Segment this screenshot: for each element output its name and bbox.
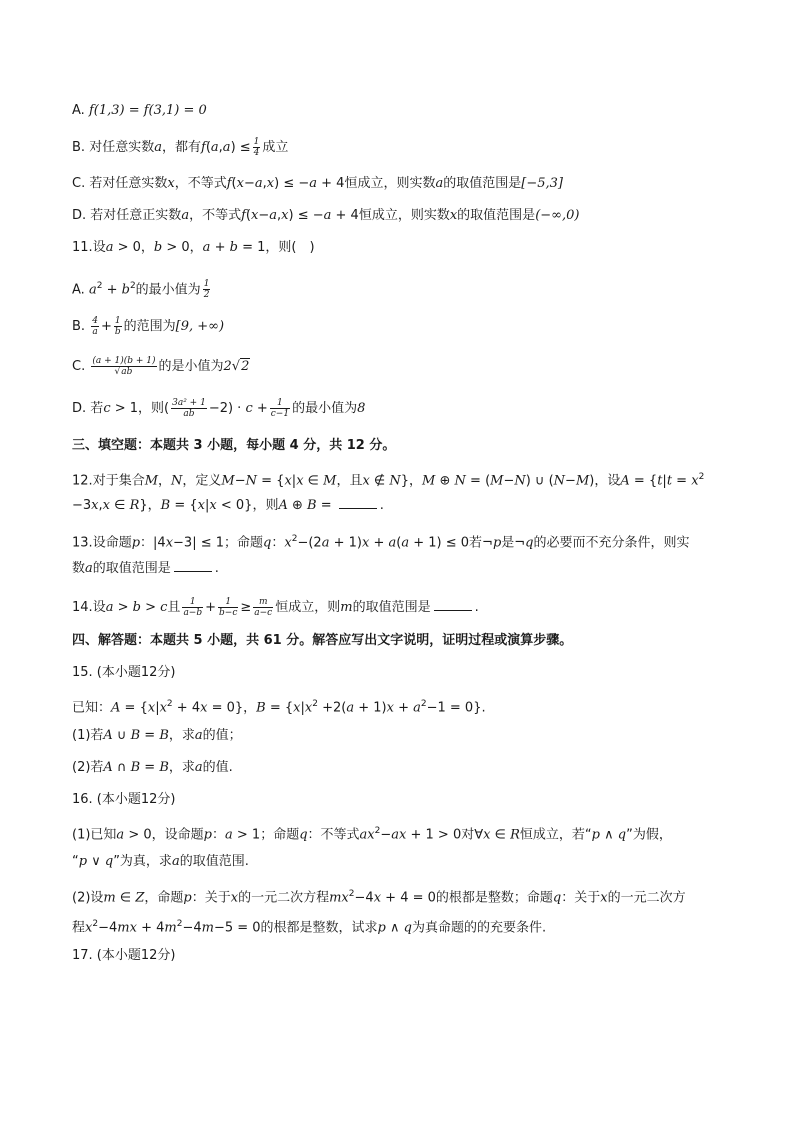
q13-line-1: 13.设命题p：|4x−3| ≤ 1；命题q：$x^2-(2a + 1)x + a(a + 1) \le 0$若¬p是¬q的必要而不充分条件，则实 [72, 534, 690, 551]
q10-option-c: C. 若对任意实数x，不等式f(x−a,x) ≤ −a + 4恒成立，则实数a的取值范围是[−5,3] [72, 176, 563, 191]
q15-given: 已知：$A = \{x|x^2 + 4x = 0\}$，$B = \{x|x^2 +2(a + 1)x + a^2-1 = 0\}$. [72, 699, 486, 716]
q11-option-b: B. $\frac{4}{a}$ + $\frac{1}{b}$ 的范围为[9, +∞) [72, 316, 225, 337]
q10-option-a: A. f(1,3) = f(3,1) = 0 [72, 103, 207, 118]
q17-header: 17. (本小题12分) [72, 948, 176, 963]
fraction-one-half: $\frac{1}{2}$ [203, 279, 210, 301]
q10-option-b: B. 对任意实数a，都有f(a,a) ≤ $\frac{1}{4}$ 成立 [72, 137, 289, 158]
q15-part-2: (2)若A ∩ B = B，求a的值. [72, 760, 233, 775]
q16-part-2-line-2: 程$x^2-4mx + 4m^2-4m-5 = 0$的根都是整数，试求p ∧ q为真命题的的充要条件. [72, 919, 547, 936]
q15-part-1: (1)若A ∪ B = B，求a的值； [72, 728, 242, 743]
section-4-heading: 四、解答题：本题共 5 小题，共 61 分。解答应写出文字说明，证明过程或演算步骤。 [72, 633, 573, 648]
q10-option-a-math: f(1,3) = f(3,1) = 0 [88, 103, 207, 118]
q10-option-d: D. 若对任意正实数a，不等式f(x−a,x) ≤ −a + 4恒成立，则实数x的取值范围是(−∞,0) [72, 208, 580, 223]
q16-part-1-line-1: (1)已知a > 0，设命题p：a > 1；命题q：不等式$ax^2-ax + 1 > 0$对∀x ∈ R恒成立，若“p ∧ q”为假， [72, 826, 672, 843]
q11-stem: 11.设a > 0，b > 0，a + b = 1，则( ) [72, 240, 315, 255]
q15-header: 15. (本小题12分) [72, 665, 176, 680]
q12-line-2: −3x,x ∈ R}，B = {x|x < 0}，则A ⊕ B = . [72, 498, 384, 513]
q11-option-c: C. $\frac{(a + 1)(b + 1)}{√ab}$ 的是小值为2√2 [72, 356, 250, 377]
q16-header: 16. (本小题12分) [72, 792, 176, 807]
q13-line-2: 数a的取值范围是 . [72, 561, 219, 576]
q11-option-d: D. 若c > 1，则( $\frac{\text{3a² + 1}}{ab}$ −2) · c + $\frac{1}{c-1}$ 的最小值为8 [72, 398, 366, 419]
q12-answer-blank[interactable] [339, 496, 377, 509]
q16-part-2-line-1: (2)设m ∈ Z，命题p：关于x的一元二次方程$mx^2-4x + 4 = 0$的根都是整数；命题q：关于x的一元二次方 [72, 889, 686, 906]
q11-option-a: A. $a^2 + b^2$的最小值为 $\frac{1}{2}$ [72, 279, 210, 301]
section-3-heading: 三、填空题：本题共 3 小题，每小题 4 分，共 12 分。 [72, 438, 396, 453]
q14-answer-blank[interactable] [434, 598, 472, 611]
q12-line-1: 12.对于集合M，N，定义M−N = {x|x ∈ M，且x ∉ N}，M ⊕ N = (M−N) ∪ (N−M)，设$A = \{t|t = x^2$ [72, 472, 705, 489]
q14-line: 14.设a > b > c且 $\frac{1}{a-b}$ + $\frac{1}{b-c}$ ≥ $\frac{m}{a-c}$ 恒成立，则m的取值范围是 . [72, 597, 479, 618]
fraction-ab-over-sqrt-ab: $\frac{(a + 1)(b + 1)}{√ab}$ [92, 356, 156, 377]
q16-part-1-line-2: “p ∨ q”为真，求a的取值范围. [72, 854, 249, 869]
q13-answer-blank[interactable] [174, 559, 212, 572]
fraction-one-quarter: $\frac{1}{4}$ [253, 137, 260, 158]
